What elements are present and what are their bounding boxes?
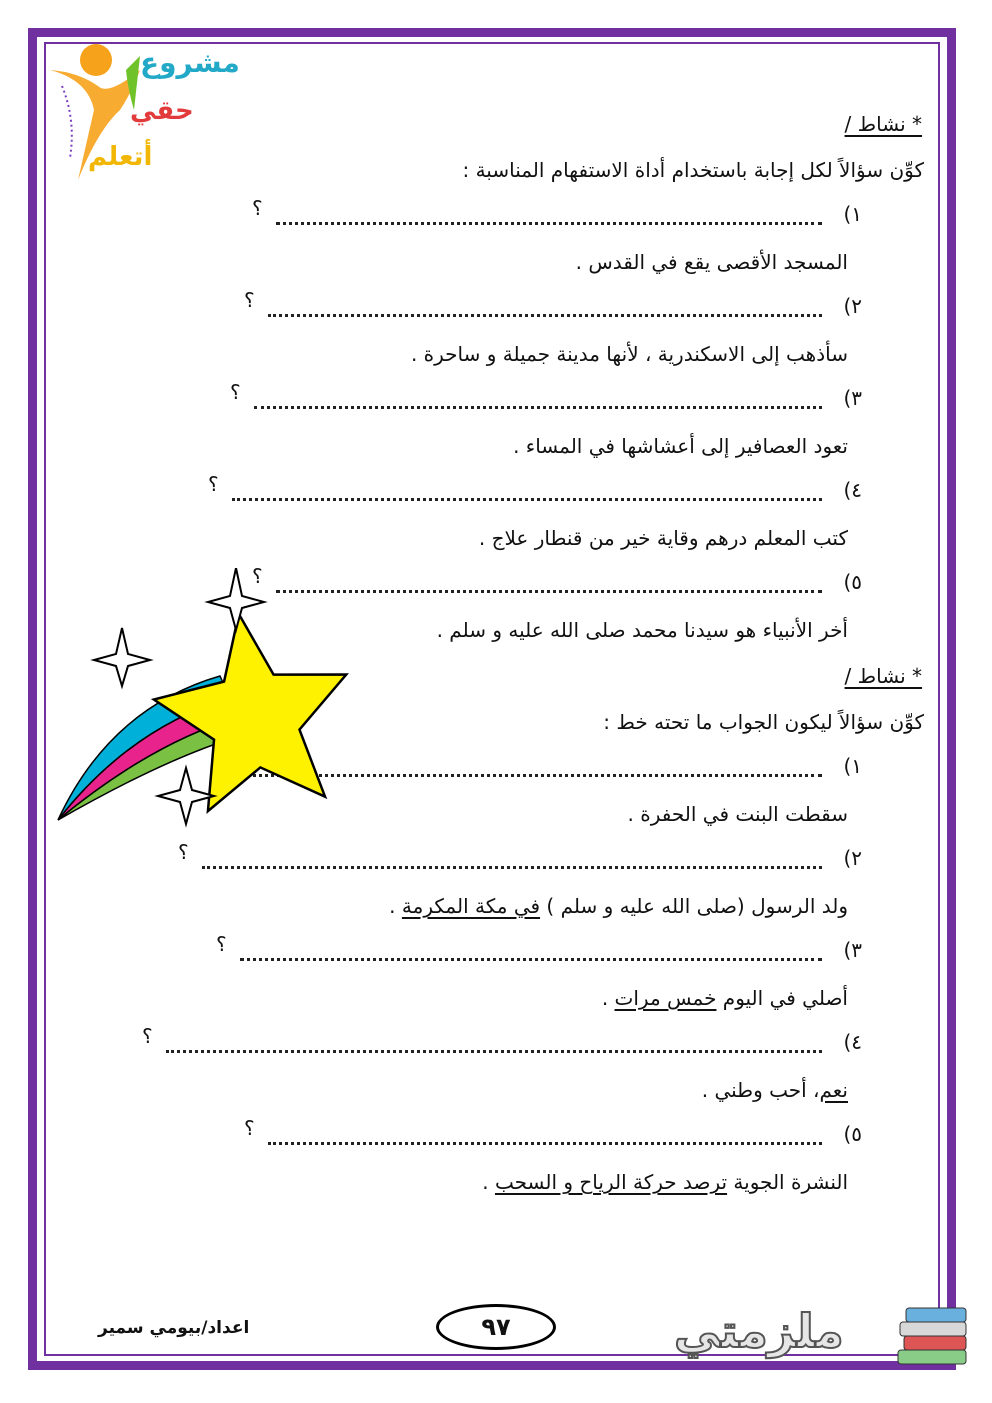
shooting-star-decoration: [50, 568, 370, 838]
question-mark: ؟: [208, 472, 219, 496]
logo-word-learn: أتعلم: [88, 142, 153, 172]
question-mark: ؟: [142, 1024, 153, 1048]
answer-sentence: تعود العصافير إلى أعشاشها في المساء .: [513, 434, 848, 458]
logo-word-project: مشروع: [140, 46, 240, 79]
question-mark: ؟: [252, 564, 263, 588]
activity2-heading: * نشاط /: [844, 664, 922, 688]
sentence-underlined-part: خمس مرات: [614, 986, 717, 1010]
sentence-tail: .: [389, 894, 402, 918]
project-logo: [48, 40, 240, 190]
question-number: ٣): [843, 938, 862, 962]
answer-sentence: سأذهب إلى الاسكندرية ، لأنها مدينة جميلة و ساحرة .: [410, 342, 848, 366]
answer-blank-line[interactable]: [276, 222, 822, 225]
answer-blank-line[interactable]: [268, 1142, 822, 1145]
watermark-logo: [668, 1298, 974, 1378]
question-mark: ؟: [230, 380, 241, 404]
author-credit: اعداد/بيومي سمير: [98, 1318, 250, 1338]
sentence-plain-part: سقطت البنت في الحفرة: [640, 802, 848, 826]
page-number: ٩٧: [436, 1304, 556, 1350]
answer-sentence: المسجد الأقصى يقع في القدس .: [575, 250, 848, 274]
question-number: ٥): [843, 570, 862, 594]
sentence-underlined-part: ترصد حركة الرياح و السحب: [494, 1170, 728, 1194]
answer-sentence: [482, 1170, 848, 1194]
activity2-instruction: كوِّن سؤالاً ليكون الجواب ما تحته خط :: [603, 710, 924, 734]
sentence-underlined-part: في مكة المكرمة: [401, 894, 541, 918]
question-number: ٥): [843, 1122, 862, 1146]
watermark-text: ملزمتي: [674, 1304, 844, 1358]
question-number: ١): [843, 754, 862, 778]
logo-word-right: حقي: [130, 96, 194, 126]
question-mark: ؟: [252, 196, 263, 220]
answer-sentence: [702, 1078, 848, 1102]
sentence-plain-part: ولد الرسول (صلى الله عليه و سلم ): [540, 894, 848, 918]
question-mark: ؟: [244, 1116, 255, 1140]
sentence-plain-part: أصلي في اليوم: [716, 986, 848, 1010]
question-number: ٤): [843, 1030, 862, 1054]
sentence-tail: .: [482, 1170, 495, 1194]
sentence-tail: ، أحب وطني .: [701, 1078, 820, 1102]
question-number: ١): [843, 202, 862, 226]
answer-blank-line[interactable]: [254, 406, 822, 409]
question-number: ٢): [843, 294, 862, 318]
answer-blank-line[interactable]: [166, 1050, 822, 1053]
sentence-tail: .: [601, 986, 615, 1010]
question-number: ٤): [843, 478, 862, 502]
shooting-star-icon: [50, 568, 370, 838]
answer-sentence: [602, 986, 848, 1010]
activity1-instruction: كوِّن سؤالاً لكل إجابة باستخدام أداة الاستفهام المناسبة :: [462, 158, 924, 182]
answer-blank-line[interactable]: [202, 866, 822, 869]
answer-sentence: [389, 894, 848, 918]
answer-sentence: أخر الأنبياء هو سيدنا محمد صلى الله عليه و سلم .: [436, 618, 848, 642]
sentence-underlined-part: نعم: [819, 1078, 848, 1102]
question-mark: ؟: [244, 288, 255, 312]
question-number: ٢): [843, 846, 862, 870]
question-number: ٣): [843, 386, 862, 410]
question-mark: ؟: [178, 840, 189, 864]
activity1-heading: * نشاط /: [844, 112, 922, 136]
answer-sentence: كتب المعلم درهم وقاية خير من قنطار علاج .: [478, 526, 848, 550]
answer-blank-line[interactable]: [268, 314, 822, 317]
sentence-plain-part: النشرة الجوية: [727, 1170, 848, 1194]
sentence-tail: .: [627, 802, 641, 826]
answer-sentence: [628, 802, 849, 826]
question-mark: ؟: [216, 932, 227, 956]
answer-blank-line[interactable]: [232, 498, 822, 501]
answer-blank-line[interactable]: [240, 958, 822, 961]
